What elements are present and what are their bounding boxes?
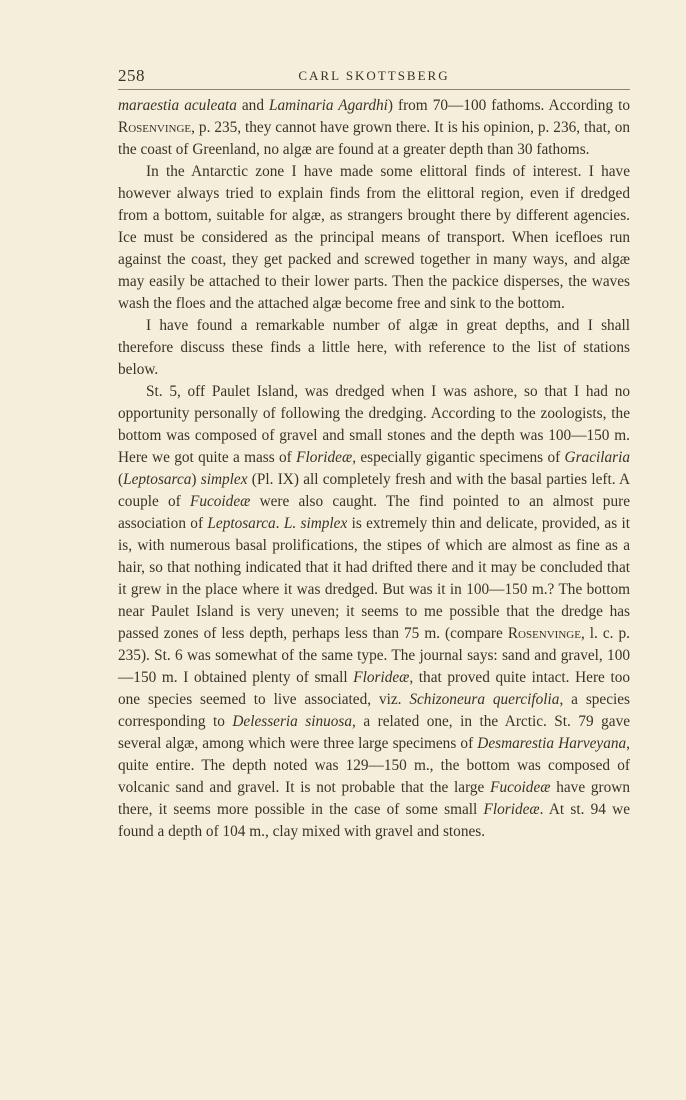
text-run: , that proved quite intact. Here too one species seemed to live associated, viz. (118, 669, 631, 708)
text-run: ) (191, 471, 201, 488)
italic-run: Florideæ (483, 801, 540, 818)
paragraph (118, 161, 630, 315)
text-run: is extremely thin and delicate, provided, as it is, with numerous basal prolifications, the stipes of which are almost as fine as a hair, so that nothing indicated that it had drifted there and it may be concluded that it grew in the place where it was dredged. But was it in 100—150 m.? The bottom near Paulet Island is very uneven; it seems to me possible that the dredge has passed zones of less depth, perhaps less than 75 m. (compare (118, 515, 630, 642)
text-run: , a related one, in the Arctic. St. 79 gave several algæ, among which were three large specimens of (118, 713, 631, 752)
text-run: were also caught. The find pointed to an almost pure association of (118, 493, 630, 532)
text-run: and (236, 97, 269, 114)
text-run: , l. c. p. 235). St. 6 was somewhat of the same type. The journal says: sand and gravel, 100—150 m. I obtained plenty of small (118, 625, 630, 686)
text-run: . At st. 94 we found a depth of 104 m., clay mixed with gravel and stones. (118, 801, 631, 840)
text-run: I have found a remarkable number of algæ in great depths, and I shall therefore discuss these finds a little here, with reference to the list of stations below. (118, 317, 630, 378)
italic-run: Florideæ (296, 449, 353, 466)
italic-run: Florideæ (353, 669, 410, 686)
italic-run: Desmarestia Harveyana (477, 735, 627, 752)
italic-run: simplex (200, 471, 248, 488)
italic-run: Schizoneura quercifolia (409, 691, 560, 708)
text-run: , especially gigantic specimens of (352, 449, 565, 466)
text-run: , a species corresponding to (118, 691, 630, 730)
italic-run: maraestia aculeata (118, 97, 237, 114)
page-number: 258 (118, 66, 145, 85)
text-run: (Pl. IX) all completely fresh and with the basal parties left. A couple of (118, 471, 630, 510)
paragraph (118, 381, 630, 843)
italic-run: Laminaria Agardhi (268, 97, 388, 114)
italic-run: L. simplex (283, 515, 348, 532)
small-caps-run: Rosenvinge (507, 625, 581, 642)
italic-run: Delesseria sinuosa (232, 713, 353, 730)
text-run: , quite entire. The depth noted was 129—150 m., the bottom was composed of volcanic sand and gravel. It is not probable that the large (118, 735, 630, 796)
text-run: St. 5, off Paulet Island, was dredged when I was ashore, so that I had no opportunity personally of following the dredging. According to the zoologists, the bottom was composed of gravel and small stones and the depth was 100—150 m. Here we got quite a mass of (118, 383, 630, 466)
paragraph (118, 95, 630, 161)
text-run: ( (118, 471, 124, 488)
page-header (118, 66, 630, 88)
running-head: CARL SKOTTSBERG (298, 68, 450, 83)
text-run: , p. 235, they cannot have grown there. It is his opinion, p. 236, that, on the coast of Greenland, no algæ are found at a greater depth than 30 fathoms. (118, 119, 630, 158)
italic-run: Gracilaria (564, 449, 630, 466)
text-run: . (275, 515, 284, 532)
body-text (118, 95, 630, 843)
small-caps-run: Rosenvinge (118, 119, 192, 136)
italic-run: Fucoideæ (490, 779, 551, 796)
text-run: have grown there, it seems more possible in the case of some small (118, 779, 630, 818)
italic-run: Leptosarca (207, 515, 276, 532)
text-run: ) from 70—100 fathoms. According to (387, 97, 630, 114)
italic-run: Fucoideæ (190, 493, 251, 510)
text-run: In the Antarctic zone I have made some elittoral finds of interest. I have however always tried to explain finds from the elittoral region, even if dredged from a bottom, suitable for algæ, as strangers brought there by different agencies. Ice must be considered as the principal means of transport. When icefloes run against the coast, they get packed and screwed together in many ways, and algæ may easily be attached to their lower parts. Then the packice disperses, the waves wash the floes and the attached algæ become free and sink to the bottom. (118, 163, 630, 312)
italic-run: Leptosarca (123, 471, 192, 488)
paragraph (118, 315, 630, 381)
header-rule (118, 89, 630, 90)
